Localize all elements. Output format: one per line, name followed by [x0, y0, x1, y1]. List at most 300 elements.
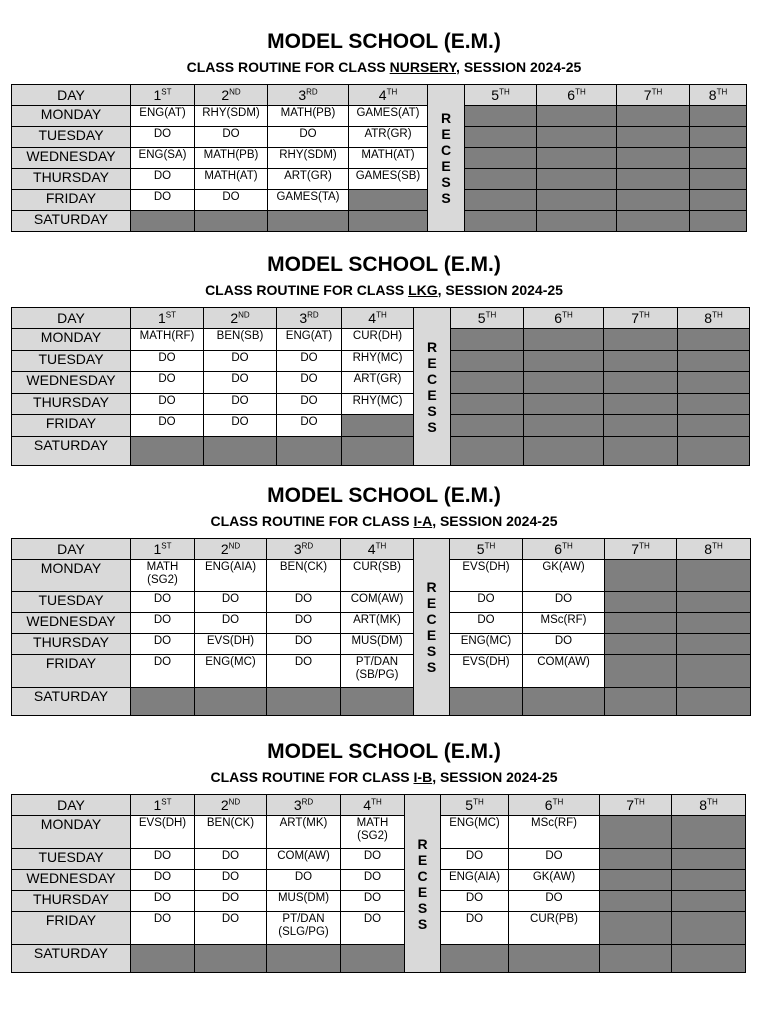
cell-text: DO	[221, 892, 240, 904]
cell-text: DO	[465, 892, 484, 904]
empty-period-cell	[524, 415, 604, 437]
subject-cell	[131, 634, 195, 655]
period-number: 2	[230, 310, 239, 326]
subject-cell	[131, 394, 204, 415]
period-suffix: TH	[562, 310, 573, 320]
cell-text: CUR(SB)	[353, 561, 401, 573]
routine-title-prefix: CLASS ROUTINE FOR CLASS	[205, 282, 409, 298]
subject-cell	[341, 891, 405, 912]
cell-text: COM(AW)	[350, 593, 404, 605]
header-period	[131, 85, 195, 106]
empty-period-cell	[604, 351, 678, 372]
cell-text: EVS(DH)	[206, 635, 255, 647]
empty-period-cell	[524, 372, 604, 394]
routine-title-prefix: CLASS ROUTINE FOR CLASS	[210, 769, 414, 785]
class-name: LKG	[408, 282, 438, 298]
header-period	[342, 308, 414, 329]
recess-letter: E	[441, 126, 451, 142]
empty-period-cell	[349, 190, 428, 211]
empty-period-cell	[450, 688, 523, 716]
table-row	[12, 560, 751, 592]
header-period	[690, 85, 747, 106]
routine-title-suffix: , SESSION 2024-25	[432, 769, 558, 785]
subject-cell	[509, 816, 600, 849]
header-period	[537, 85, 617, 106]
cell-text: DO	[158, 373, 176, 385]
cell-text: ENG(AT)	[285, 330, 333, 342]
empty-period-cell	[617, 106, 690, 127]
empty-period-cell	[341, 945, 405, 973]
subject-cell	[450, 560, 523, 592]
subject-cell	[195, 849, 267, 870]
recess-letter: S	[417, 915, 428, 932]
period-number: 8	[699, 797, 708, 813]
period-suffix: TH	[375, 541, 387, 551]
empty-period-cell	[341, 688, 414, 716]
subject-cell	[267, 613, 341, 634]
empty-period-cell	[617, 127, 690, 148]
subject-cell	[450, 613, 523, 634]
class-name: I-A	[413, 513, 433, 529]
header-period	[267, 795, 341, 816]
cell-text-line: MATH	[356, 817, 389, 829]
cell-text: DO	[294, 614, 313, 626]
subject-cell	[195, 613, 267, 634]
empty-period-cell	[451, 372, 524, 394]
empty-period-cell	[600, 870, 672, 891]
empty-period-cell	[537, 106, 617, 127]
period-suffix: TH	[473, 797, 484, 807]
period-suffix: RD	[306, 87, 318, 97]
empty-period-cell	[672, 912, 746, 945]
empty-period-cell	[617, 211, 690, 232]
header-period	[268, 85, 349, 106]
subject-cell	[342, 329, 414, 351]
empty-period-cell	[672, 870, 746, 891]
period-suffix: ND	[238, 310, 250, 320]
routine-title-suffix: , SESSION 2024-25	[432, 513, 558, 529]
cell-text: DO	[231, 395, 249, 407]
subject-cell	[341, 816, 405, 849]
empty-period-cell	[131, 211, 195, 232]
day-label: FRIDAY	[12, 415, 131, 437]
period-suffix: ST	[161, 797, 172, 807]
header-period	[277, 308, 342, 329]
empty-period-cell	[600, 849, 672, 870]
subject-cell	[441, 816, 509, 849]
period-number: 5	[491, 87, 500, 103]
subject-cell	[131, 106, 195, 127]
table-row	[12, 945, 746, 973]
period-suffix: TH	[634, 797, 645, 807]
school-title: MODEL SCHOOL (E.M.)	[267, 253, 501, 276]
cell-text: DO	[221, 593, 240, 605]
cell-text: COM(AW)	[277, 850, 330, 862]
subject-cell	[349, 106, 428, 127]
subject-cell	[268, 127, 349, 148]
empty-period-cell	[441, 945, 509, 973]
routine-title	[0, 58, 768, 76]
cell-text: ENG(MC)	[460, 635, 512, 647]
period-suffix: TH	[575, 87, 586, 97]
routine-table	[11, 538, 751, 716]
subject-cell	[131, 613, 195, 634]
subject-cell	[131, 351, 204, 372]
cell-text: DO	[153, 850, 172, 862]
cell-text: DO	[222, 191, 240, 203]
period-number: 3	[293, 541, 302, 557]
header-period	[451, 308, 524, 329]
recess-letter: C	[440, 142, 452, 158]
table-row	[12, 415, 750, 437]
subject-cell	[268, 169, 349, 190]
subject-cell	[131, 891, 195, 912]
cell-text: RHY(SDM)	[279, 149, 337, 161]
recess-letter: S	[427, 402, 437, 419]
period-number: 4	[378, 87, 387, 103]
empty-period-cell	[465, 169, 537, 190]
cell-text-line: (SB/PG)	[355, 669, 399, 681]
empty-period-cell	[672, 816, 746, 849]
empty-period-cell	[523, 688, 605, 716]
header-row	[12, 308, 750, 329]
day-label: TUESDAY	[12, 592, 131, 613]
subject-cell	[195, 148, 268, 169]
cell-text: ART(GR)	[353, 373, 402, 385]
header-period	[131, 308, 204, 329]
table-row	[12, 891, 746, 912]
empty-period-cell	[600, 945, 672, 973]
cell-text: ART(GR)	[284, 170, 332, 182]
subject-cell	[341, 870, 405, 891]
subject-cell	[195, 190, 268, 211]
subject-cell	[267, 816, 341, 849]
period-number: 1	[153, 87, 162, 103]
subject-cell	[267, 592, 341, 613]
period-number: 8	[708, 87, 717, 103]
day-label: TUESDAY	[12, 351, 131, 372]
empty-period-cell	[617, 148, 690, 169]
cell-text: ENG(AIA)	[204, 561, 257, 573]
day-label: FRIDAY	[12, 190, 131, 211]
subject-cell	[277, 372, 342, 394]
table-row	[12, 394, 750, 415]
day-label: WEDNESDAY	[12, 148, 131, 169]
empty-period-cell	[537, 190, 617, 211]
subject-cell	[131, 169, 195, 190]
period-number: 2	[220, 541, 229, 557]
routine-title-prefix: CLASS ROUTINE FOR CLASS	[210, 513, 414, 529]
table-row	[12, 211, 747, 232]
subject-cell	[441, 891, 509, 912]
table-row	[12, 613, 751, 634]
cell-text: ART(MK)	[353, 614, 401, 626]
cell-text: DO	[554, 635, 573, 647]
period-suffix: TH	[712, 310, 723, 320]
recess-letter: R	[426, 579, 437, 595]
cell-text: MSc(RF)	[531, 817, 577, 829]
cell-text: DO	[294, 593, 313, 605]
empty-period-cell	[672, 891, 746, 912]
subject-cell	[204, 415, 277, 437]
empty-period-cell	[677, 655, 751, 688]
header-period	[131, 795, 195, 816]
table-row	[12, 351, 750, 372]
cell-text: DO	[153, 128, 172, 140]
subject-cell	[277, 415, 342, 437]
header-period	[672, 795, 746, 816]
empty-period-cell	[600, 912, 672, 945]
cell-text: DO	[363, 850, 382, 862]
header-period	[195, 85, 268, 106]
subject-cell	[341, 592, 414, 613]
cell-text: DO	[363, 913, 382, 925]
empty-period-cell	[524, 329, 604, 351]
table-row	[12, 634, 751, 655]
table-row	[12, 655, 751, 688]
day-label: SATURDAY	[12, 211, 131, 232]
empty-period-cell	[131, 437, 204, 466]
recess-letter: E	[427, 386, 437, 403]
empty-period-cell	[678, 394, 750, 415]
header-period	[509, 795, 600, 816]
empty-period-cell	[690, 169, 747, 190]
header-day: DAY	[12, 308, 131, 329]
table-row	[12, 106, 747, 127]
day-label: THURSDAY	[12, 891, 131, 912]
routine-title	[0, 281, 768, 299]
period-suffix: TH	[712, 541, 723, 551]
header-period	[677, 539, 751, 560]
day-label: SATURDAY	[12, 437, 131, 466]
cell-text: DO	[477, 593, 495, 605]
subject-cell	[509, 870, 600, 891]
cell-text: ENG(AT)	[139, 107, 186, 119]
cell-text: DO	[300, 352, 318, 364]
subject-cell	[523, 634, 605, 655]
cell-text: DO	[153, 593, 172, 605]
cell-text: DO	[153, 191, 172, 203]
cell-text: MUS(DM)	[351, 635, 403, 647]
subject-cell	[131, 655, 195, 688]
empty-period-cell	[342, 437, 414, 466]
day-label: WEDNESDAY	[12, 870, 131, 891]
subject-cell	[195, 655, 267, 688]
table-row	[12, 190, 747, 211]
cell-text: DO	[300, 373, 318, 385]
subject-cell	[341, 613, 414, 634]
subject-cell	[131, 415, 204, 437]
subject-cell	[441, 912, 509, 945]
cell-text: BEN(CK)	[206, 817, 255, 829]
header-row	[12, 795, 746, 816]
subject-cell	[341, 655, 414, 688]
cell-text: DO	[231, 416, 249, 428]
cell-text-line: (SLG/PG)	[278, 926, 329, 938]
subject-cell	[277, 329, 342, 351]
period-number: 1	[153, 541, 162, 557]
subject-cell	[523, 655, 605, 688]
header-period	[131, 539, 195, 560]
empty-period-cell	[204, 437, 277, 466]
empty-period-cell	[195, 211, 268, 232]
period-number: 7	[626, 797, 635, 813]
period-number: 6	[554, 310, 563, 326]
empty-period-cell	[465, 148, 537, 169]
cell-text: DO	[465, 913, 484, 925]
cell-text: EVS(DH)	[462, 561, 510, 573]
empty-period-cell	[600, 816, 672, 849]
header-period	[604, 308, 678, 329]
period-number: 5	[465, 797, 474, 813]
subject-cell	[195, 870, 267, 891]
period-suffix: TH	[371, 797, 382, 807]
subject-cell	[267, 912, 341, 945]
subject-cell	[131, 127, 195, 148]
cell-text: EVS(DH)	[462, 656, 510, 668]
subject-cell	[509, 912, 600, 945]
routine-table	[11, 84, 747, 232]
empty-period-cell	[524, 351, 604, 372]
cell-text: RHY(MC)	[352, 395, 403, 407]
period-number: 4	[368, 310, 377, 326]
cell-text: DO	[158, 395, 176, 407]
period-number: 7	[631, 541, 640, 557]
cell-text: ENG(SA)	[138, 149, 187, 161]
cell-text: GAMES(TA)	[276, 191, 340, 203]
subject-cell	[195, 127, 268, 148]
empty-period-cell	[267, 688, 341, 716]
period-suffix: TH	[639, 310, 650, 320]
header-day: DAY	[12, 85, 131, 106]
header-period	[195, 795, 267, 816]
cell-text: DO	[294, 871, 313, 883]
recess-column	[428, 85, 465, 232]
day-label: MONDAY	[12, 329, 131, 351]
cell-text-line: PT/DAN	[355, 656, 399, 668]
period-number: 3	[299, 310, 308, 326]
cell-text: DO	[294, 635, 313, 647]
table-row	[12, 437, 750, 466]
cell-text: DO	[363, 871, 382, 883]
header-row	[12, 539, 751, 560]
recess-letter: S	[417, 899, 428, 916]
recess-letter: C	[426, 370, 438, 387]
cell-text-line: (SG2)	[147, 574, 178, 586]
subject-cell	[195, 816, 267, 849]
subject-cell	[267, 891, 341, 912]
subject-cell	[349, 148, 428, 169]
cell-text: MATH(AT)	[204, 170, 258, 182]
subject-cell	[195, 592, 267, 613]
recess-column	[405, 795, 441, 973]
subject-cell	[341, 912, 405, 945]
day-label: MONDAY	[12, 560, 131, 592]
subject-cell	[342, 351, 414, 372]
table-row	[12, 849, 746, 870]
subject-cell	[267, 849, 341, 870]
subject-cell	[450, 655, 523, 688]
cell-text: DO	[363, 892, 382, 904]
subject-cell	[441, 870, 509, 891]
routine-table	[11, 307, 750, 466]
period-suffix: ST	[161, 87, 172, 97]
period-suffix: ND	[228, 541, 241, 551]
subject-cell	[131, 372, 204, 394]
empty-period-cell	[537, 211, 617, 232]
cell-text: DO	[153, 656, 172, 668]
day-label: THURSDAY	[12, 169, 131, 190]
cell-text: DO	[153, 635, 172, 647]
recess-letter: E	[426, 627, 437, 643]
empty-period-cell	[677, 592, 751, 613]
subject-cell	[277, 351, 342, 372]
empty-period-cell	[617, 190, 690, 211]
cell-text: CUR(PB)	[530, 913, 578, 925]
empty-period-cell	[268, 211, 349, 232]
subject-cell	[204, 329, 277, 351]
cell-text: ENG(AIA)	[448, 871, 501, 883]
period-suffix: TH	[716, 87, 728, 97]
table-row	[12, 148, 747, 169]
period-number: 2	[221, 87, 230, 103]
subject-cell	[131, 190, 195, 211]
cell-text: ENG(MC)	[205, 656, 256, 668]
subject-cell	[195, 169, 268, 190]
cell-text: DO	[222, 128, 240, 140]
cell-text: DO	[231, 352, 249, 364]
empty-period-cell	[267, 945, 341, 973]
header-period	[204, 308, 277, 329]
table-row	[12, 816, 746, 849]
subject-cell	[267, 655, 341, 688]
empty-period-cell	[604, 394, 678, 415]
cell-text: DO	[231, 373, 249, 385]
subject-cell	[509, 891, 600, 912]
subject-cell	[268, 106, 349, 127]
cell-text: DO	[153, 871, 172, 883]
subject-cell	[204, 372, 277, 394]
header-period	[450, 539, 523, 560]
routine-table	[11, 794, 746, 973]
day-label: WEDNESDAY	[12, 613, 131, 634]
period-number: 6	[567, 87, 576, 103]
cell-text: DO	[300, 416, 318, 428]
header-day: DAY	[12, 539, 131, 560]
table-row	[12, 127, 747, 148]
table-row	[12, 870, 746, 891]
subject-cell	[277, 394, 342, 415]
header-period	[267, 539, 341, 560]
school-title: MODEL SCHOOL (E.M.)	[267, 30, 501, 53]
table-row	[12, 329, 750, 351]
recess-letter: E	[417, 883, 428, 900]
subject-cell	[441, 849, 509, 870]
empty-period-cell	[600, 891, 672, 912]
empty-period-cell	[537, 127, 617, 148]
class-name: NURSERY	[389, 59, 457, 75]
routine-title-suffix: , SESSION 2024-25	[437, 282, 563, 298]
cell-text: DO	[153, 614, 172, 626]
empty-period-cell	[465, 106, 537, 127]
day-label: THURSDAY	[12, 634, 131, 655]
period-suffix: ND	[228, 797, 241, 807]
empty-period-cell	[451, 437, 524, 466]
cell-text: DO	[465, 850, 484, 862]
period-suffix: TH	[386, 87, 398, 97]
cell-text: CUR(DH)	[352, 330, 403, 342]
subject-cell	[131, 912, 195, 945]
